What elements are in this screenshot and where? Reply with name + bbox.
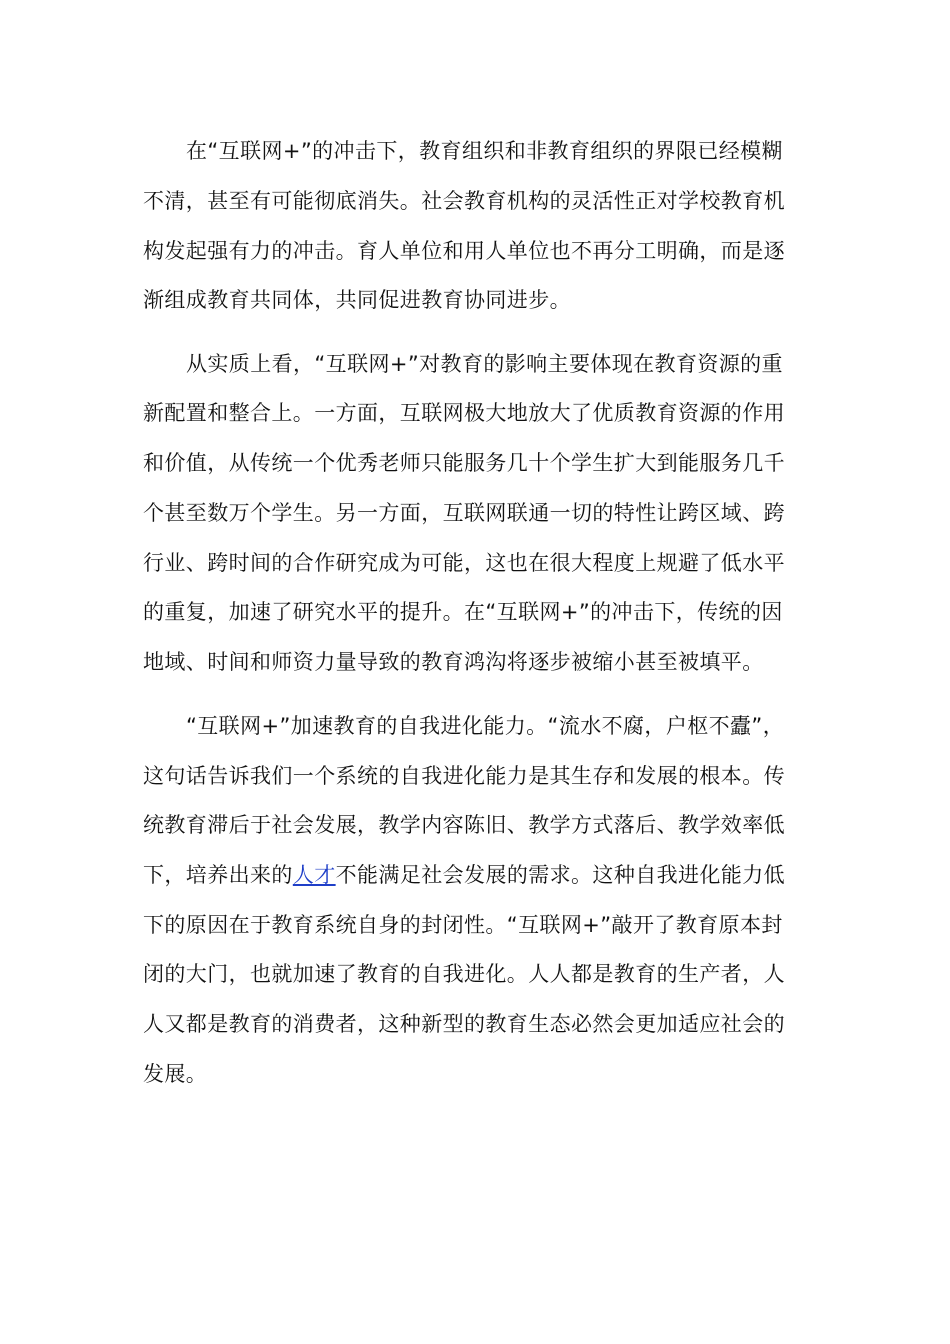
paragraph-line: 的重复，加速了研究水平的提升。在“互联网+”的冲击下，传统的因 <box>143 600 783 624</box>
paragraph-line: 构发起强有力的冲击。育人单位和用人单位也不再分工明确，而是逐 <box>143 239 785 263</box>
paragraph-line: 这句话告诉我们一个系统的自我进化能力是其生存和发展的根本。传 <box>143 764 785 788</box>
paragraph-line-with-link <box>143 860 785 890</box>
paragraph-line: 闭的大门，也就加速了教育的自我进化。人人都是教育的生产者，人 <box>143 962 785 986</box>
paragraph-line: 地域、时间和师资力量导致的教育鸿沟将逐步被缩小甚至被填平。 <box>143 650 764 674</box>
paragraph-line: 个甚至数万个学生。另一方面，互联网联通一切的特性让跨区域、跨 <box>143 501 785 525</box>
paragraph-line: 在“互联网+”的冲击下，教育组织和非教育组织的界限已经模糊 <box>186 139 783 163</box>
paragraph-line: 发展。 <box>143 1062 208 1086</box>
paragraph-line: “互联网+”加速教育的自我进化能力。“流水不腐，户枢不蠹”， <box>186 714 785 738</box>
paragraph-line: 新配置和整合上。一方面，互联网极大地放大了优质教育资源的作用 <box>143 401 785 425</box>
paragraph-line: 从实质上看，“互联网+”对教育的影响主要体现在教育资源的重 <box>186 352 783 376</box>
paragraph-line: 统教育滞后于社会发展，教学内容陈旧、教学方式落后、教学效率低 <box>143 813 785 837</box>
line-text-after-link: 不能满足社会发展的需求。这种自我进化能力低 <box>335 863 786 887</box>
paragraph-line: 不清，甚至有可能彻底消失。社会教育机构的灵活性正对学校教育机 <box>143 189 785 213</box>
line-text-before-link: 下，培养出来的 <box>143 863 293 887</box>
paragraph-line: 下的原因在于教育系统自身的封闭性。“互联网+”敲开了教育原本封 <box>143 913 783 937</box>
paragraph-line: 渐组成教育共同体，共同促进教育协同进步。 <box>143 288 571 312</box>
paragraph-line: 人又都是教育的消费者，这种新型的教育生态必然会更加适应社会的 <box>143 1012 785 1036</box>
paragraph-line: 和价值，从传统一个优秀老师只能服务几十个学生扩大到能服务几千 <box>143 451 785 475</box>
paragraph-line: 行业、跨时间的合作研究成为可能，这也在很大程度上规避了低水平 <box>143 551 785 575</box>
talent-link[interactable]: 人才 <box>292 863 336 887</box>
